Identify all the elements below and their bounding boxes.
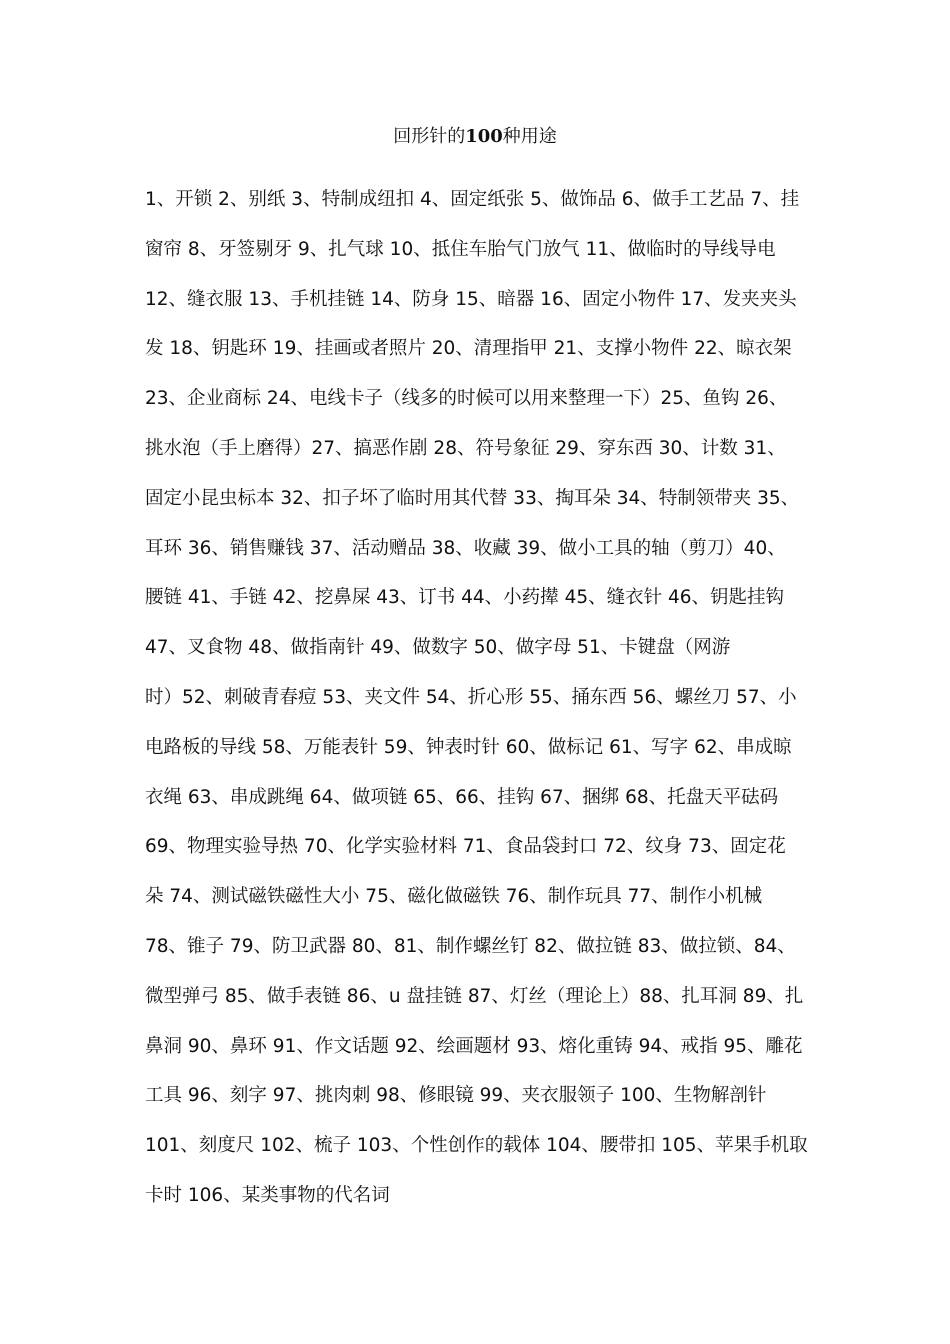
text-line: 挑水泡（手上磨得）27、搞恶作剧 28、符号象征 29、穿东西 30、计数 31、 [145, 437, 786, 459]
text-line: 78、锥子 79、防卫武器 80、81、制作螺丝钉 82、做拉链 83、做拉锁、84、 [145, 935, 796, 957]
text-line: 衣绳 63、串成跳绳 64、做项链 65、66、挂钩 67、捆绑 68、托盘天平砝码 [145, 786, 779, 808]
text-line: 1、开锁 2、别纸 3、特制成纽扣 4、固定纸张 5、做饰品 6、做手工艺品 7、挂 [145, 189, 800, 210]
text-line: 微型弹弓 85、做手表链 86、u 盘挂链 87、灯丝（理论上）88、扎耳洞 89、扎 [145, 985, 804, 1007]
text-line: 工具 96、刻字 97、挑肉刺 98、修眼镜 99、夹衣服领子 100、生物解剖针 [145, 1085, 767, 1107]
text-line: 47、叉食物 48、做指南针 49、做数字 50、做字母 51、卡键盘（网游 [145, 637, 731, 659]
document-title [0, 124, 950, 150]
text-line: 耳环 36、销售赚钱 37、活动赠品 38、收藏 39、做小工具的轴（剪刀）40、 [145, 537, 786, 559]
text-line: 窗帘 8、牙签剔牙 9、扎气球 10、抵住车胎气门放气 11、做临时的导线导电 [145, 238, 776, 260]
text-line: 发 18、钥匙环 19、挂画或者照片 20、清理指甲 21、支撑小物件 22、晾衣架 [145, 338, 792, 360]
text-line: 卡时 106、某类事物的代名词 [145, 1184, 390, 1206]
title-suffix: 种用途 [502, 126, 557, 147]
text-line: 鼻洞 90、鼻环 91、作文话题 92、绘画题材 93、熔化重铸 94、戒指 95、雕花 [145, 1035, 803, 1057]
title-number: 100 [465, 126, 503, 147]
text-line: 101、刻度尺 102、梳子 103、个性创作的载体 104、腰带扣 105、苹果手机取 [145, 1135, 808, 1157]
text-line: 固定小昆虫标本 32、扣子坏了临时用其代替 33、掏耳朵 34、特制领带夹 35、 [145, 487, 800, 509]
text-line: 朵 74、测试磁铁磁性大小 75、磁化做磁铁 76、制作玩具 77、制作小机械 [145, 886, 763, 908]
text-line: 时）52、刺破青春痘 53、夹文件 54、折心形 55、捅东西 56、螺丝刀 57、小 [145, 686, 797, 708]
text-line: 腰链 41、手链 42、挖鼻屎 43、订书 44、小药撵 45、缝衣针 46、钥匙挂钩 [145, 587, 785, 609]
text-line: 电路板的导线 58、万能表针 59、钟表时针 60、做标记 61、写字 62、串成晾 [145, 736, 792, 758]
title-prefix: 回形针的 [393, 126, 466, 147]
document-body [145, 182, 825, 1228]
text-line: 69、物理实验导热 70、化学实验材料 71、食品袋封口 72、纹身 73、固定花 [145, 836, 786, 858]
text-line: 12、缝衣服 13、手机挂链 14、防身 15、暗器 16、固定小物件 17、发夹夹头 [145, 288, 797, 310]
text-line: 23、企业商标 24、电线卡子（线多的时候可以用来整理一下）25、鱼钩 26、 [145, 388, 788, 410]
